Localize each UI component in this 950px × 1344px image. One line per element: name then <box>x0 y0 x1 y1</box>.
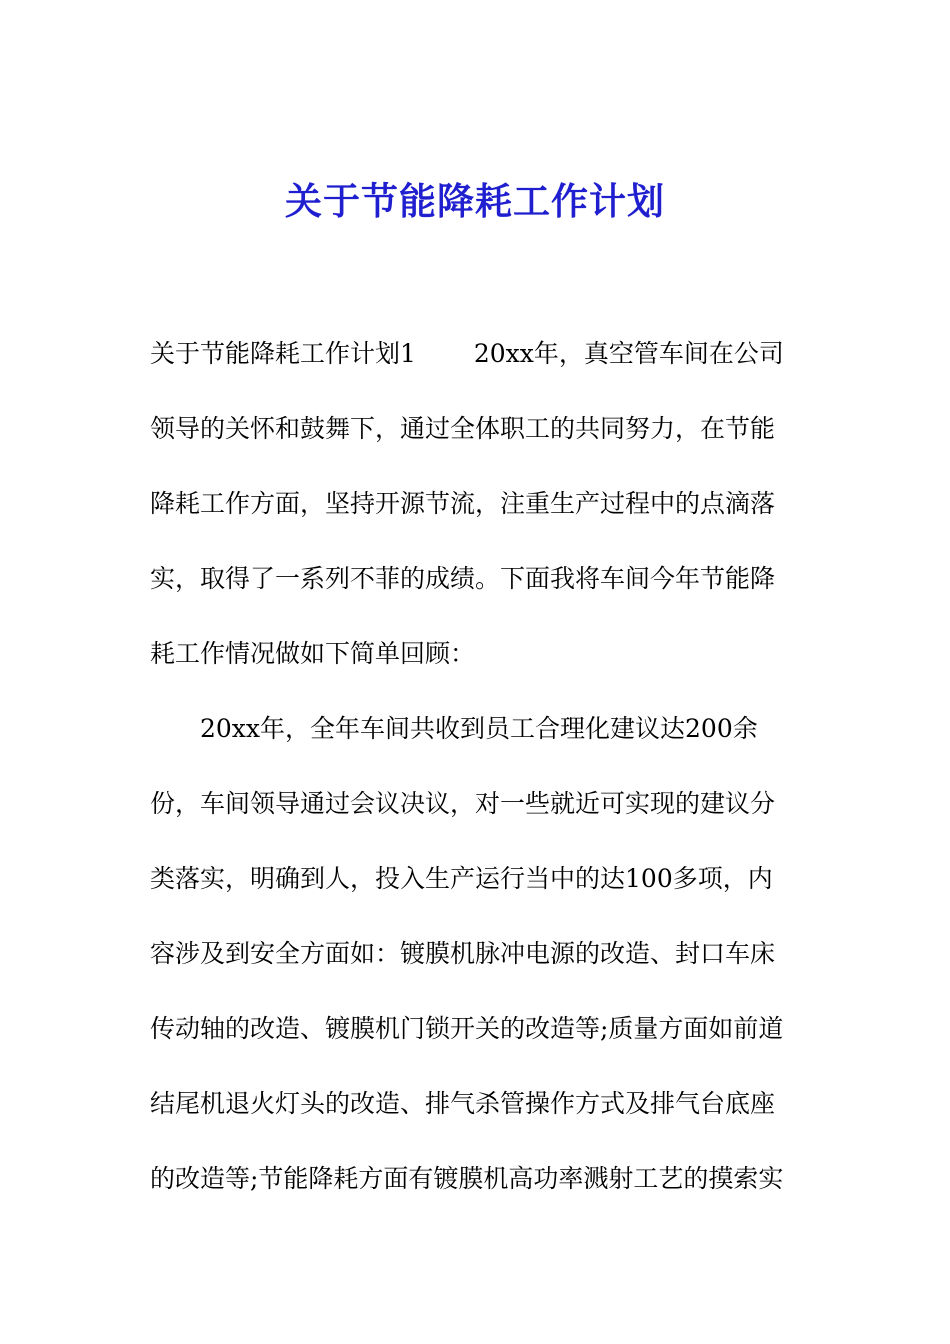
text-line: 份，车间领导通过会议决议，对一些就近可实现的建议分 <box>150 789 776 818</box>
text-line: 降耗工作方面，坚持开源节流，注重生产过程中的点滴落 <box>150 489 776 518</box>
text-line: 实，取得了一系列不菲的成绩。下面我将车间今年节能降 <box>150 564 776 593</box>
document-title: 关于节能降耗工作计划 <box>285 180 665 223</box>
text-line: 容涉及到安全方面如：镀膜机脉冲电源的改造、封口车床 <box>150 939 776 968</box>
text-line: 类落实，明确到人，投入生产运行当中的达100多项，内 <box>150 864 773 893</box>
text-line: 结尾机退火灯头的改造、排气杀管操作方式及排气台底座 <box>150 1089 776 1118</box>
text-line: 关于节能降耗工作计划1 20xx年，真空管车间在公司 <box>150 339 784 368</box>
text-line: 传动轴的改造、镀膜机门锁开关的改造等;质量方面如前道 <box>150 1014 784 1043</box>
text-line: 20xx年，全年车间共收到员工合理化建议达200余 <box>200 714 758 743</box>
text-line: 领导的关怀和鼓舞下，通过全体职工的共同努力，在节能 <box>150 414 776 443</box>
text-line: 耗工作情况做如下简单回顾： <box>150 639 476 668</box>
document-body <box>150 326 810 1226</box>
text-line: 的改造等;节能降耗方面有镀膜机高功率溅射工艺的摸索实 <box>150 1164 784 1193</box>
